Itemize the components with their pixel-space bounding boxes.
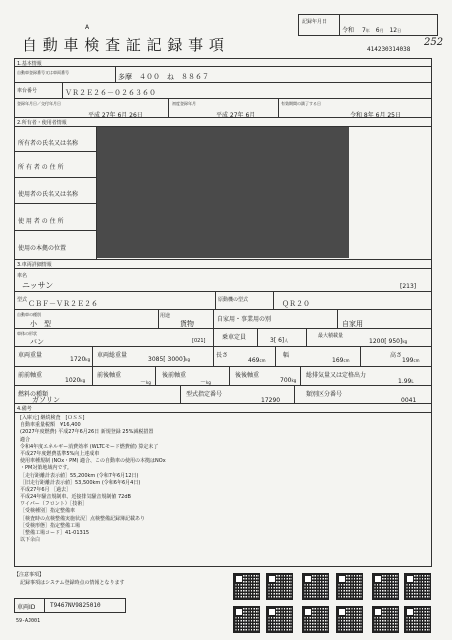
form-code: 59-AJ001: [16, 618, 41, 624]
remark-line: 自動車重量税額 ¥16,400: [20, 422, 81, 429]
fuel: ガソリン: [32, 396, 60, 404]
maker: ニッサン: [22, 281, 54, 290]
remark-line: 適合: [20, 436, 31, 443]
class-label: 類別区分番号: [306, 391, 343, 398]
owner-address-label: 所 有 者 の 住 所: [18, 164, 64, 171]
qr-code-icon: [302, 573, 329, 600]
width-label: 幅: [283, 352, 290, 359]
remark-line: ［整備工場コード］41-01315: [20, 530, 90, 536]
capacity-label: 乗車定員: [222, 334, 247, 341]
kind: 小 型: [30, 320, 51, 328]
rf-axle: －kg: [200, 379, 211, 386]
length-label: 長さ: [216, 352, 229, 359]
qr-code-icon: [233, 606, 260, 633]
remark-line: (2027年度燃費) 平成27年6月26日 新規登録 25%減税措置: [20, 429, 154, 436]
remark-line: 平成27年度燃費基準5%向上達成車: [20, 450, 100, 457]
vehicle-section-label: 3.車両詳細情報: [17, 262, 52, 268]
gross-label: 車両総重量: [97, 352, 128, 359]
gross: 3085[ 3000]kg: [148, 356, 190, 363]
remark-line: 使用車種規制 (NOx・PM) 適合、この自動車の使用の本拠はNOx: [20, 458, 166, 465]
width: 169cm: [332, 357, 350, 364]
height-label: 高さ: [390, 352, 403, 359]
remark-line: ［受検種別］指定整備車: [20, 508, 76, 515]
purpose: 自家用: [342, 320, 363, 328]
vin-label: 車台番号: [17, 88, 38, 94]
qr-code-icon: [266, 606, 293, 633]
maker-label: 車名: [17, 273, 28, 279]
remark-line: 令和4年度エネルギー消費効率 (WLTCモード燃費値) 算定未了: [20, 443, 159, 450]
max-load: 1200[ 950]kg: [369, 338, 408, 345]
reg-date: 平成 27年 6月 26日: [88, 112, 143, 119]
fr-axle: －kg: [140, 379, 151, 386]
qr-code-icon: [336, 573, 363, 600]
document-title: 自 動 車 検 査 証 記 録 事 項: [22, 36, 225, 54]
qr-code-icon: [404, 606, 431, 633]
purpose-label: 自家用・事業用の別: [217, 316, 272, 323]
fr-axle-label: 前後軸重: [97, 372, 122, 379]
qr-code-icon: [302, 606, 329, 633]
base-location-label: 使用の本拠の位置: [18, 245, 67, 252]
model-label: 型式: [17, 297, 28, 303]
use: 貨物: [180, 320, 194, 328]
remark-line: ［検査時の点検整備実施状況］点検整備記録簿記載あり: [20, 515, 146, 522]
ff-axle: 1020kg: [65, 377, 86, 384]
mark-label: A: [85, 24, 90, 31]
reg-date-label: 登録年月日／交付年月日: [17, 101, 61, 106]
basic-section-label: 1.基本情報: [17, 61, 42, 67]
type-num-label: 型式指定番号: [186, 391, 223, 398]
max-load-label: 最大積載量: [318, 333, 344, 339]
remarks-section-label: 4.備考: [17, 406, 32, 412]
qr-code-icon: [336, 606, 363, 633]
rf-axle-label: 後前軸重: [162, 372, 187, 379]
shape-code: [021]: [192, 338, 206, 344]
model: ＣＢＦ－ＶＲ２Ｅ２６: [28, 300, 98, 308]
rr-axle-label: 後後軸重: [235, 372, 260, 379]
handwritten-number: 252: [424, 37, 444, 48]
remark-line: 以下余白: [20, 537, 41, 544]
qr-code-icon: [233, 573, 260, 600]
capacity: 3[ 6]人: [270, 337, 289, 344]
rr-axle: 700kg: [280, 377, 297, 384]
user-name-label: 使用者の氏名又は名称: [18, 191, 79, 198]
qr-code-icon: [372, 606, 399, 633]
shape-label: 車体の形状: [17, 331, 37, 336]
remark-line: ［旧走行距離計表示値］53,500km (令和6年6月4日): [20, 479, 141, 486]
vehicle-id: T9467NV9825010: [50, 602, 101, 609]
vehicle-id-label: 車両ID: [17, 604, 36, 611]
qr-code-icon: [266, 573, 293, 600]
reg-number: 多摩 ４００ ね ８８６７: [118, 73, 209, 81]
first-reg: 平成 27年 6月: [216, 112, 256, 119]
qr-code-icon: [404, 573, 431, 600]
record-date: 令和 7年 6月 12日: [342, 27, 402, 34]
weight: 1720kg: [70, 356, 91, 363]
qr-code-icon: [372, 573, 399, 600]
expiry-label: 有効期間の満了する日: [281, 101, 321, 106]
maker-code: [213]: [400, 283, 417, 290]
class-num: 0041: [401, 397, 417, 404]
engine: ＱＲ２０: [282, 300, 310, 308]
engine-label: 原動機の型式: [218, 297, 249, 303]
remark-line: [入庫元] 継続検査 [ＯＳＳ]: [20, 415, 85, 421]
ff-axle-label: 前前軸重: [18, 372, 43, 379]
height: 199cm: [402, 357, 420, 364]
owner-name-label: 所有者の氏名又は名称: [18, 140, 79, 147]
notice-label: 【注意事項】: [14, 572, 45, 578]
record-date-label: 記録年月日: [302, 19, 328, 25]
vin: ＶＲ２Ｅ２６－０２６３６０: [65, 89, 156, 97]
remark-line: ［走行距離計表示値］55,200km (令和7年6月12日): [20, 472, 139, 479]
remark-line: 平成24年騒音規制車、近接排気騒音規制値 72dB: [20, 494, 131, 501]
remarks-list: [20, 415, 320, 544]
user-address-label: 使 用 者 の 住 所: [18, 218, 64, 225]
fuel-label: 燃料の種類: [18, 391, 49, 398]
expiry: 令和 8年 6月 25日: [350, 112, 401, 119]
remark-line: ・PM対策地域内です。: [20, 465, 72, 472]
shape: バン: [30, 338, 44, 346]
kind-label: 自動車の種別: [17, 312, 41, 317]
redacted-owner-info: [97, 127, 349, 258]
notice-text: 記録事項はシステム登録時点の情報となります: [20, 580, 125, 586]
remark-line: ワイパー（フロント）［技術］: [20, 501, 88, 508]
document-number: 414230314038: [367, 46, 411, 53]
displacement-label: 総排気量又は定格出力: [306, 372, 367, 379]
length: 469cm: [248, 357, 266, 364]
displacement: 1.99L: [398, 378, 414, 385]
remark-line: ［受検形態］指定整備工場: [20, 522, 81, 529]
use-label: 用途: [160, 313, 171, 319]
weight-label: 車両重量: [18, 352, 43, 359]
owners-section-label: 2.所有者・使用者情報: [17, 120, 67, 126]
remark-line: 平成27年6月 ［過去］: [20, 486, 72, 493]
type-num: 17290: [261, 397, 281, 404]
first-reg-label: 初度登録年月: [172, 101, 196, 106]
reg-number-label: 自動車登録番号又は車両番号: [17, 70, 69, 75]
